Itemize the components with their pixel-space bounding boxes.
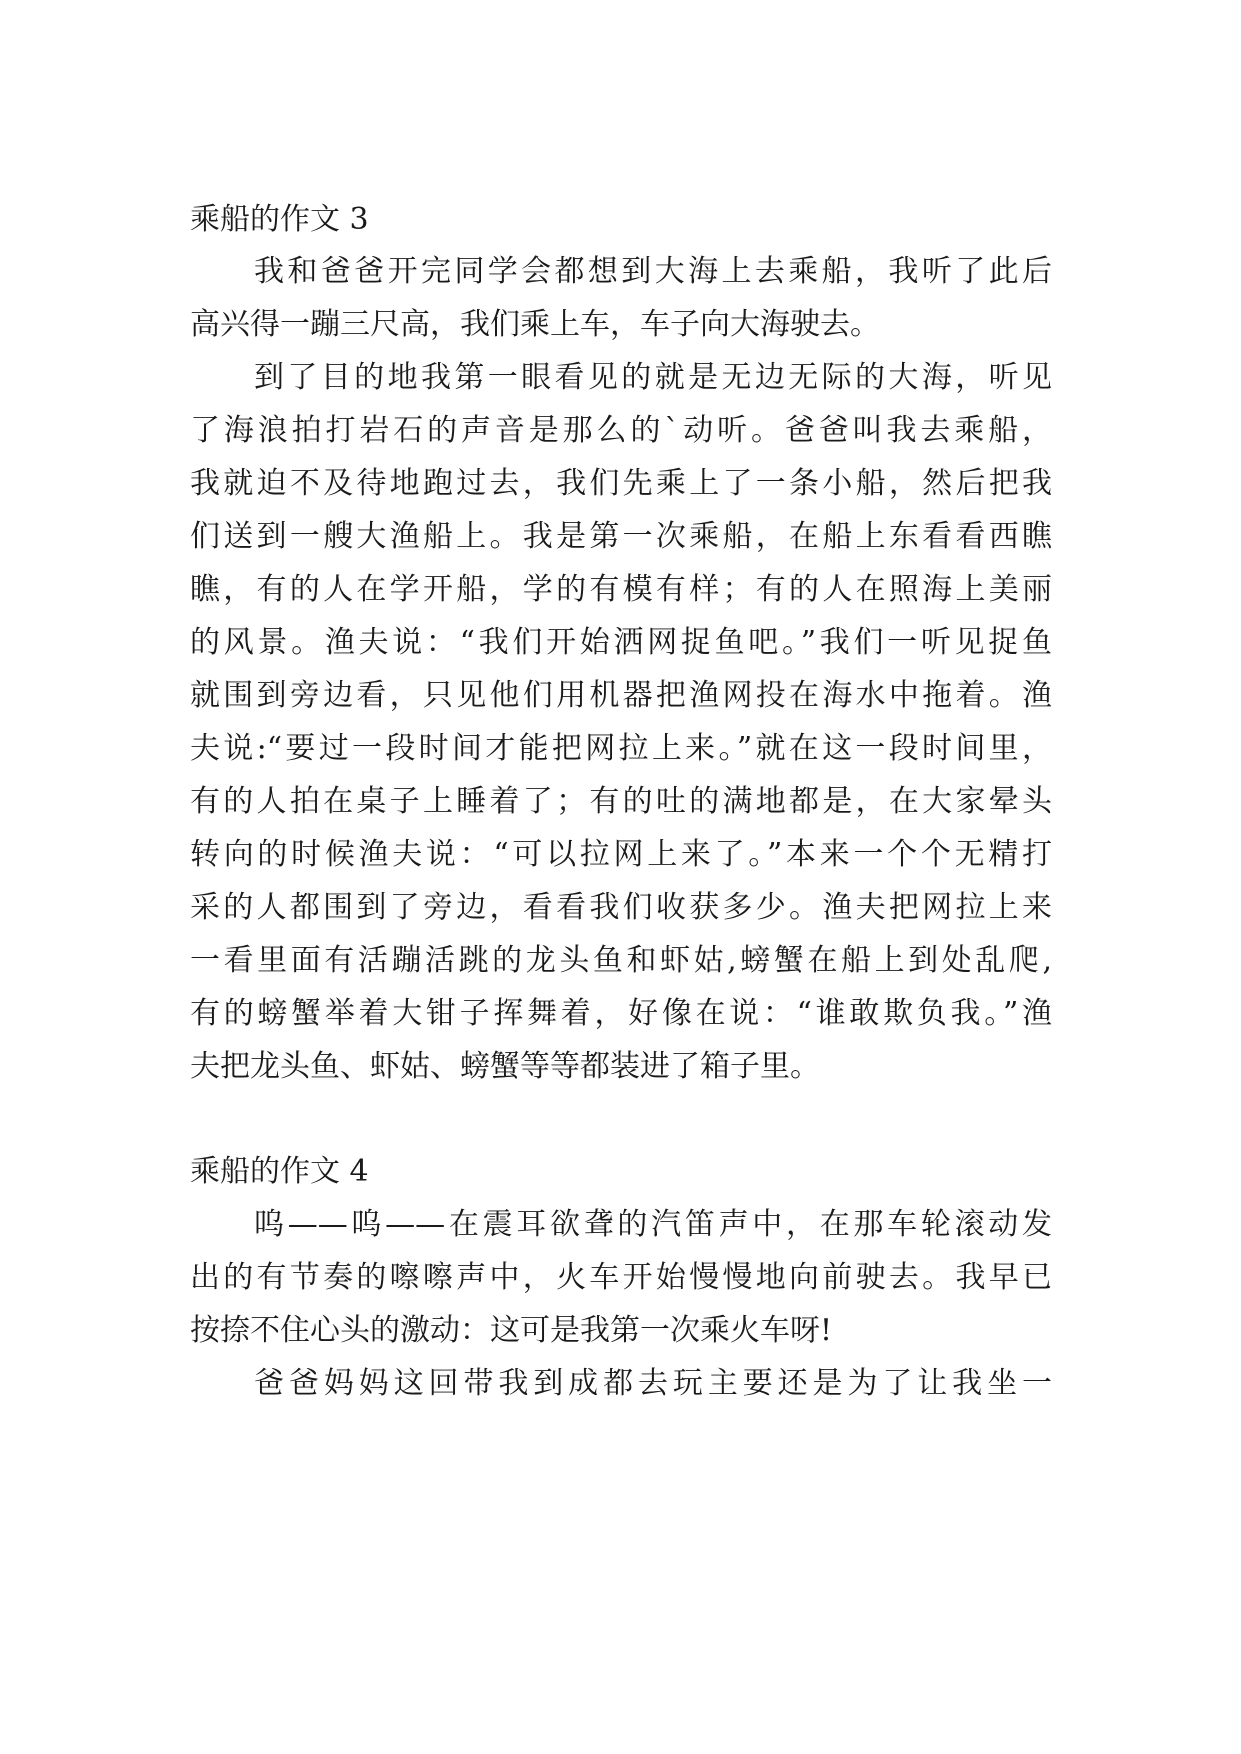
text-line: 高兴得一蹦三尺高，我们乘上车，车子向大海驶去。 — [190, 307, 880, 342]
text-line: 有的人拍在桌子上睡着了；有的吐的满地都是，在大家晕头 — [190, 784, 1052, 819]
text-line: 采的人都围到了旁边，看看我们收获多少。渔夫把网拉上来 — [190, 890, 1052, 925]
text-line: 们送到一艘大渔船上。我是第一次乘船，在船上东看看西瞧 — [190, 519, 1052, 554]
text-line: 转向的时候渔夫说：“可以拉网上来了。”本来一个个无精打 — [190, 837, 1052, 872]
text-line: 到了目的地我第一眼看见的就是无边无际的大海，听见 — [254, 360, 1052, 395]
text-line: 有的螃蟹举着大钳子挥舞着，好像在说：“谁敢欺负我。”渔 — [190, 996, 1052, 1031]
text-line: 按捺不住心头的激动：这可是我第一次乘火车呀! — [190, 1313, 833, 1348]
text-line: 夫把龙头鱼、虾姑、螃蟹等等都装进了箱子里。 — [190, 1049, 820, 1084]
text-line: 的风景。渔夫说：“我们开始洒网捉鱼吧。”我们一听见捉鱼 — [190, 625, 1052, 660]
text-line: 了海浪拍打岩石的声音是那么的`动听。爸爸叫我去乘船， — [190, 413, 1052, 448]
essay-3-title: 乘船的作文 3 — [190, 202, 369, 237]
text-line: 爸爸妈妈这回带我到成都去玩主要还是为了让我坐一 — [254, 1366, 1052, 1401]
text-line: 瞧，有的人在学开船，学的有模有样；有的人在照海上美丽 — [190, 572, 1052, 607]
text-line: 呜——呜——在震耳欲聋的汽笛声中，在那车轮滚动发 — [254, 1207, 1052, 1242]
essay-4-title: 乘船的作文 4 — [190, 1154, 369, 1189]
text-line: 就围到旁边看，只见他们用机器把渔网投在海水中拖着。渔 — [190, 678, 1052, 713]
text-line: 我和爸爸开完同学会都想到大海上去乘船，我听了此后 — [254, 254, 1052, 289]
text-line: 出的有节奏的嚓嚓声中，火车开始慢慢地向前驶去。我早已 — [190, 1260, 1052, 1295]
text-line: 我就迫不及待地跑过去，我们先乘上了一条小船，然后把我 — [190, 466, 1052, 501]
text-line: 夫说:“要过一段时间才能把网拉上来。”就在这一段时间里， — [190, 731, 1052, 766]
text-line: 一看里面有活蹦活跳的龙头鱼和虾姑,螃蟹在船上到处乱爬, — [190, 943, 1052, 978]
